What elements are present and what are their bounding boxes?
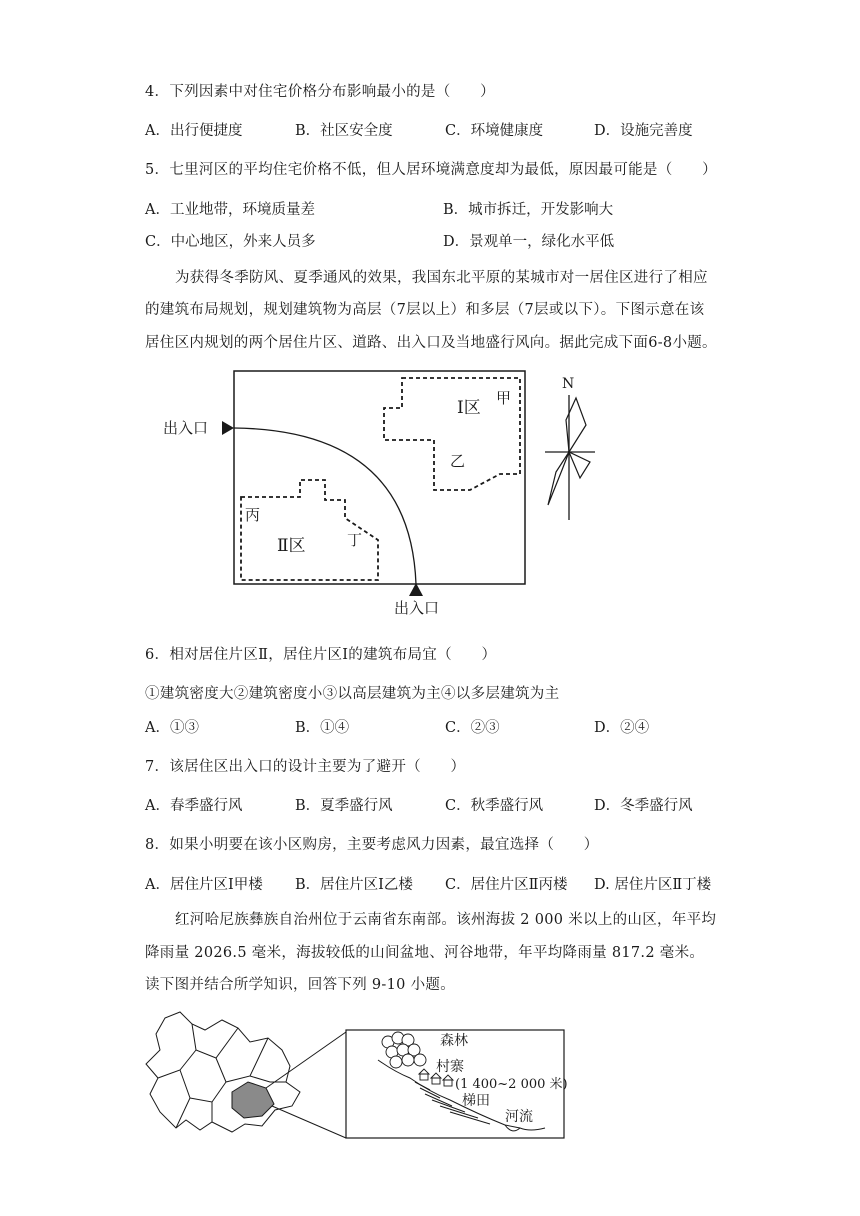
building-ding-label: 丁 (347, 531, 363, 549)
zone-1-label: Ⅰ区 (457, 398, 481, 418)
q8-option-d: D. 居住片区Ⅱ丁楼 (594, 877, 712, 893)
terrace-label: 梯田 (462, 1093, 490, 1109)
q5-stem: 5．七里河区的平均住宅价格不低，但人居环境满意度却为最低，原因最可能是（ ） (145, 162, 717, 178)
q5-option-a: A．工业地带，环境质量差 (145, 202, 315, 218)
q6-stem: 6．相对居住片区Ⅱ，居住片区Ⅰ的建筑布局宜（ ） (145, 647, 497, 663)
road-arc (234, 428, 416, 584)
q4-option-b: B．社区安全度 (295, 123, 393, 139)
yunnan-map (146, 1012, 300, 1132)
passage2-line-1: 红河哈尼族彝族自治州位于云南省东南部。该州海拔 2 000 米以上的山区，年平均 (175, 912, 717, 928)
building-jia-label: 甲 (496, 389, 512, 407)
zone-2-label: Ⅱ区 (277, 536, 306, 556)
passage2-line-2: 降雨量 2026.5 毫米，海拔较低的山间盆地、河谷地带，年平均降雨量 817.2 毫米。 (145, 945, 705, 961)
q4-option-c: C．环境健康度 (445, 123, 544, 139)
river-label: 河流 (505, 1109, 533, 1125)
passage2-line-3: 读下图并结合所学知识，回答下列 9-10 小题。 (145, 977, 455, 993)
q5-option-c: C．中心地区，外来人员多 (145, 234, 316, 250)
q6-option-b: B．①④ (295, 720, 350, 736)
q7-option-a: A．春季盛行风 (145, 798, 243, 814)
north-label: N (562, 376, 575, 392)
q7-stem: 7．该居住区出入口的设计主要为了避开（ ） (145, 759, 466, 775)
q7-option-d: D．冬季盛行风 (594, 798, 693, 814)
entrance-left-label: 出入口 (163, 419, 209, 437)
q4-option-d: D．设施完善度 (594, 123, 693, 139)
entrance-bottom-label: 出入口 (394, 599, 440, 617)
passage1-line-3: 居住区内规划的两个居住片区、道路、出入口及当地盛行风向。据此完成下面6-8小题。 (145, 335, 717, 351)
callout-line-bottom (272, 1106, 346, 1138)
q6-option-d: D．②④ (594, 720, 650, 736)
forest-label: 森林 (440, 1033, 468, 1049)
passage1-line-2: 的建筑布局规划，规划建筑物为高层（7层以上）和多层（7层或以下）。下图示意在该 (145, 302, 705, 318)
zone-2-outline (241, 480, 378, 580)
q5-option-b: B．城市拆迁，开发影响大 (443, 202, 614, 218)
q6-option-a: A．①③ (145, 720, 199, 736)
q4-stem: 4．下列因素中对住宅价格分布影响最小的是（ ） (145, 84, 495, 100)
q5-option-d: D．景观单一，绿化水平低 (443, 234, 615, 250)
q8-stem: 8．如果小明要在该小区购房，主要考虑风力因素，最宜选择（ ） (145, 837, 599, 853)
residential-layout-figure (150, 360, 620, 625)
q4-option-a: A．出行便捷度 (145, 123, 243, 139)
q8-option-b: B．居住片区Ⅰ乙楼 (295, 877, 413, 893)
village-label: 村寨 (436, 1059, 464, 1075)
q8-option-c: C．居住片区Ⅱ丙楼 (445, 877, 568, 893)
passage1-line-1: 为获得冬季防风、夏季通风的效果，我国东北平原的某城市对一居住区进行了相应 (175, 270, 708, 286)
q7-option-c: C．秋季盛行风 (445, 798, 544, 814)
building-bing-label: 丙 (245, 506, 261, 524)
q6-choices: ①建筑密度大②建筑密度小③以高层建筑为主④以多层建筑为主 (145, 686, 560, 702)
building-yi-label: 乙 (450, 452, 466, 470)
honghe-terrace-figure (140, 1005, 580, 1150)
wind-rose-icon (545, 376, 595, 520)
altitude-label: (1 400~2 000 米) (455, 1077, 568, 1092)
q7-option-b: B．夏季盛行风 (295, 798, 393, 814)
q6-option-c: C．②③ (445, 720, 500, 736)
entrance-left-marker (222, 421, 234, 435)
q8-option-a: A．居住片区Ⅰ甲楼 (145, 877, 263, 893)
entrance-bottom-marker (409, 583, 423, 596)
